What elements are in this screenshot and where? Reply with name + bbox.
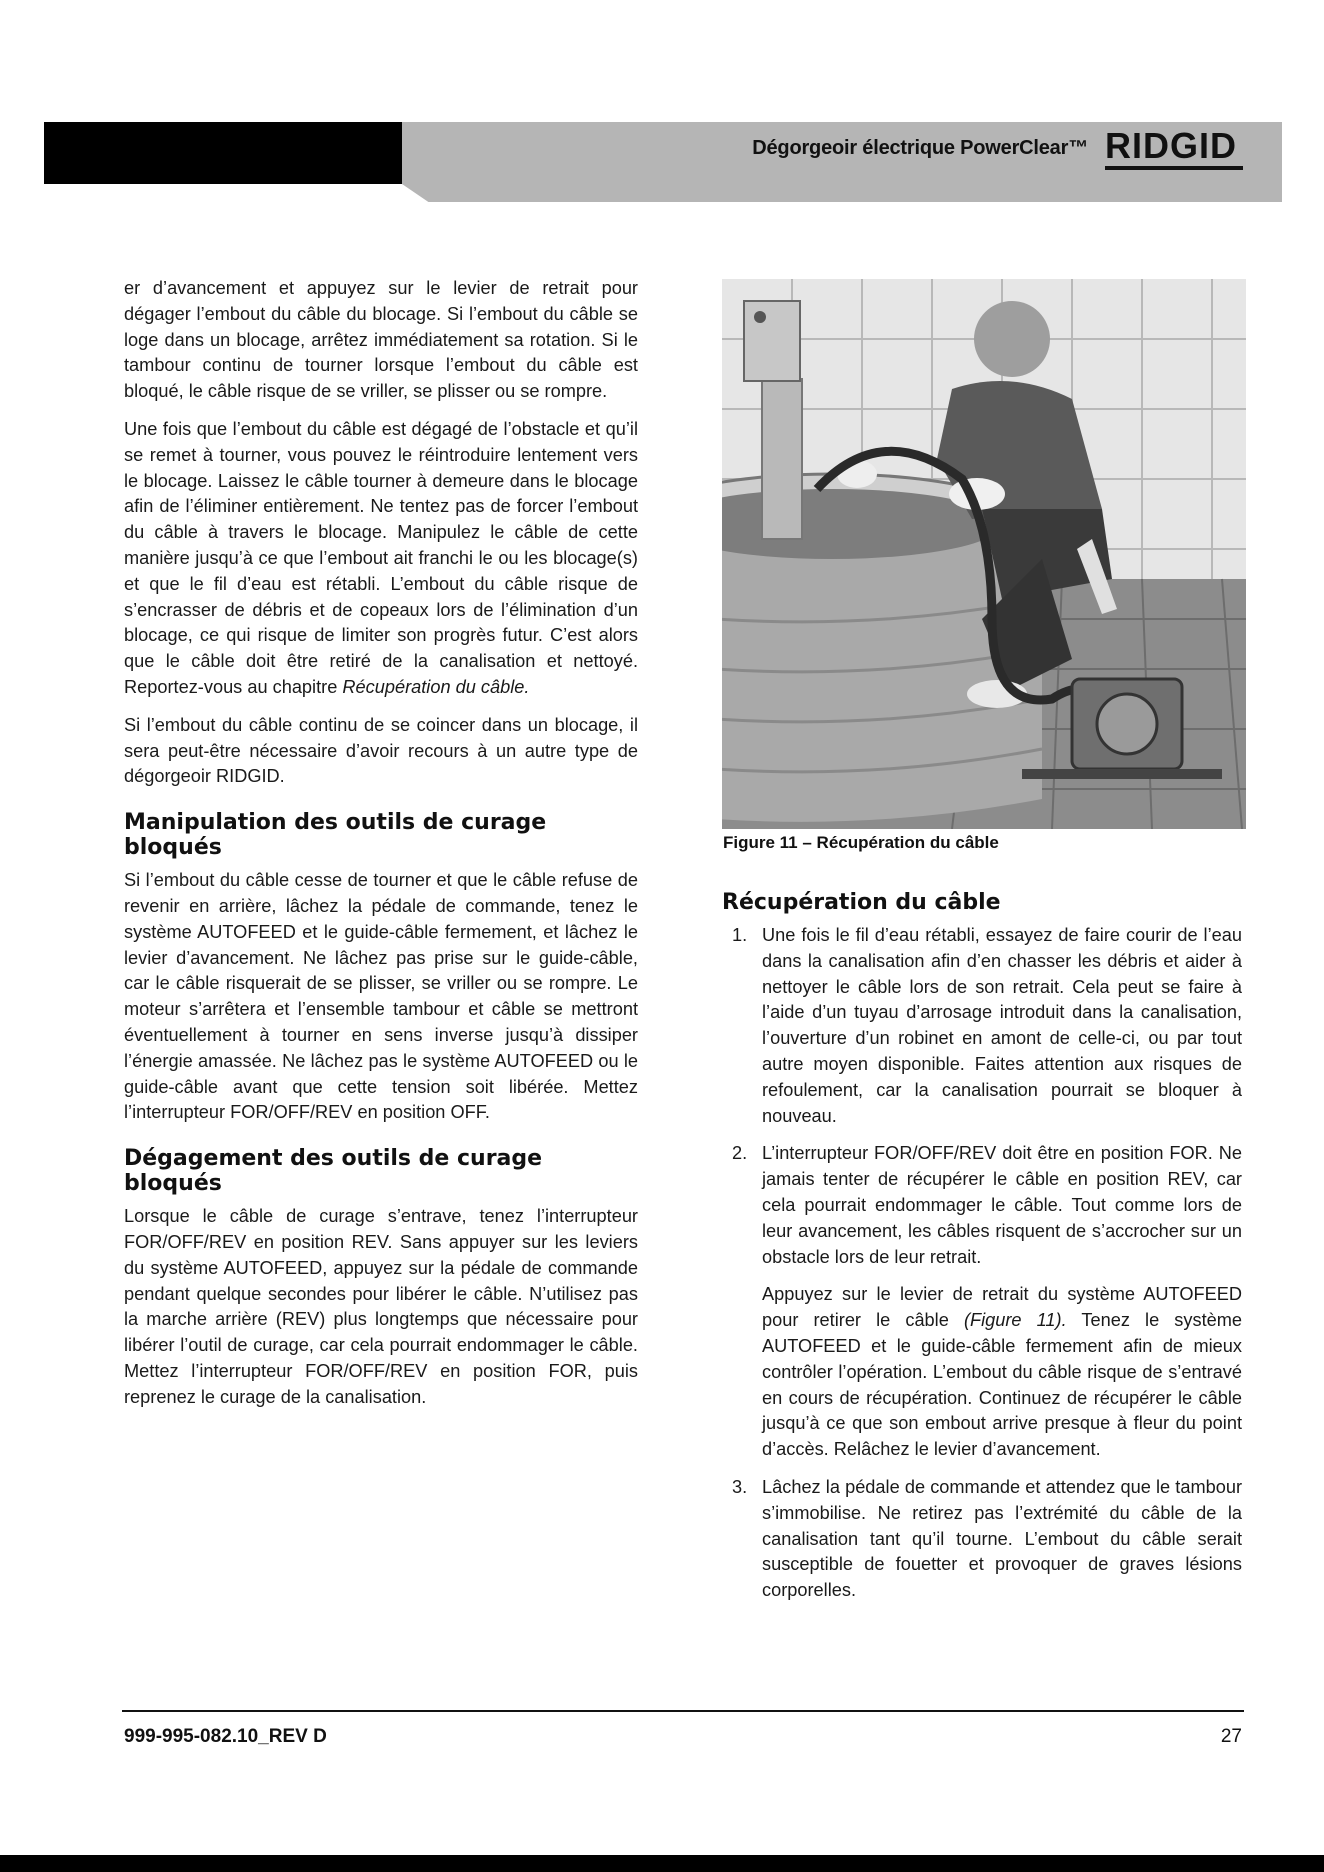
list-number: 3. <box>732 1476 748 1497</box>
list-item <box>722 1475 1242 1604</box>
header-title: Dégorgeoir électrique PowerClear™ <box>752 137 1088 159</box>
header-black-band <box>44 122 402 184</box>
paragraph: Lorsque le câble de curage s’entrave, tenez l’interrupteur FOR/OFF/REV en position REV. Sans appuyer sur les leviers du système AUTOFEED, appuyez sur la pédale de commande pendant quelque secondes pour libérer le câble. N’utilisez pas la marche arrière (REV) plus longtemps que nécessaire pour libérer l’outil de curage, car cela pourrait endommager le câble. Mettez l’interrupteur FOR/OFF/REV en position FOR, puis reprenez le curage de la canalisation. <box>124 1206 638 1407</box>
paragraph-text: Appuyez sur le levier de retrait du système AUTOFEED pour retirer le câble <box>762 1284 1242 1331</box>
section-heading: Récupération du câble <box>722 890 1001 915</box>
list-item-text: L’interrupteur FOR/OFF/REV doit être en position FOR. Ne jamais tenter de récupérer le câble en position REV, car cela pourrait endommager le câble. Tout comme lors de leur avancement, les câbles risquent de s’accrocher sur un obstacle lors de leur retrait. <box>762 1143 1242 1267</box>
figure-reference: (Figure 11). <box>963 1310 1067 1331</box>
paragraph <box>722 1282 1242 1463</box>
paragraph: Si l’embout du câble continu de se coincer dans un blocage, il sera peut-être nécessaire d’avoir recours à un autre type de dégorgeoir RIDGID. <box>124 714 638 787</box>
footer-doc-number: 999-995-082.10_REV D <box>124 1726 327 1747</box>
figure-caption: Figure 11 – Récupération du câble <box>723 833 999 852</box>
paragraph: Si l’embout du câble cesse de tourner et que le câble refuse de revenir en arrière, lâchez la pédale de commande, tenez le système AUTOFEED et le guide-câble fermement, et lâchez le levier d’avancement. Ne lâchez pas prise sur le guide-câble, car le câble risquerait de se plisser, se vriller ou se rompre. Le moteur s’arrêtera et l’ensemble tambour et câble se mettront éventuellement à tourner en sens inverse jusqu’à dissiper l’énergie amassée. Ne lâchez pas le système AUTOFEED ou le guide-câble avant que cette tension soit libérée. Mettez l’interrupteur FOR/OFF/REV en position OFF. <box>124 870 638 1123</box>
list-item <box>722 1141 1242 1270</box>
paragraph: er d’avancement et appuyez sur le levier de retrait pour dégager l’embout du câble du blocage. Si l’embout du câble se loge dans un blocage, arrêtez immédiatement sa rotation. Si le tambour continu de tourner lorsque l’embout du câble est bloqué, le câble risque de se vriller, se plisser ou se rompre. <box>124 278 638 402</box>
logo-underline <box>1105 166 1243 170</box>
numbered-list <box>722 1475 1242 1604</box>
left-column <box>124 276 638 1422</box>
list-item-text: Lâchez la pédale de commande et attendez que le tambour s’immobilise. Ne retirez pas l’extrémité du câble de la canalisation tant qu’il tourne. L’embout du câble serait susceptible de fouetter et provoquer de graves lésions corporelles. <box>762 1476 1242 1601</box>
paragraph-text: Une fois que l’embout du câble est dégagé de l’obstacle et qu’il se remet à tourner, vous pouvez le réintroduire lentement vers le blocage. Laissez le câble tourner à demeure dans le blocage afin de l’éliminer entièrement. Ne tentez pas de forcer l’embout du câble à travers le blocage. Manipulez le câble de cette manière jusqu’à ce que l’embout ait franchi le ou les blocage(s) et que le fil d’eau est rétabli. L’embout du câble risque de s’encrasser de débris et de copeaux lors de l’élimination d’un blocage, ce qui risque de limiter son progrès futur. C’est alors que le câble doit être retiré de la canalisation et nettoyé. Reportez-vous au chapitre <box>124 418 638 697</box>
figure-photo <box>722 279 1246 829</box>
page-number: 27 <box>1220 1726 1242 1747</box>
paragraph <box>124 417 638 701</box>
photo-illustration <box>722 279 1246 829</box>
list-number: 1. <box>732 925 748 945</box>
ridgid-logo <box>1105 125 1243 172</box>
list-number: 2. <box>732 1143 748 1164</box>
header-gray-tab <box>402 184 1282 202</box>
list-item <box>722 923 1242 1129</box>
logo-text: RIDGID <box>1105 125 1237 166</box>
section-heading: Dégagement des outils de curage bloqués <box>124 1146 543 1197</box>
section-reference: Récupération du câble. <box>342 676 530 697</box>
section-heading: Manipulation des outils de curage bloqués <box>124 810 547 861</box>
list-item-text: Une fois le fil d’eau rétabli, essayez de faire courir de l’eau dans la canalisation afin d’en chasser les débris et aider à nettoyer le câble lors de son retrait. Cela peut se faire à l’aide d’un tuyau d’arrosage introduit dans la canalisation, l’ouverture d’un robinet en amont de celle-ci, ou par tout autre moyen disponible. Faites attention aux risques de refoulement, car la canalisation pourrait se bloquer à nouveau. <box>762 925 1242 1126</box>
footer-rule <box>122 1710 1244 1712</box>
paragraph-text: Tenez le système AUTOFEED et le guide-câble fermement afin de mieux contrôler l’opération. L’embout du câble risque de s’entravé en cours de récupération. Continuez de récupérer le câble jusqu’à ce que son embout arrive presque à fleur du point d’accès. Relâchez le levier d’avancement. <box>762 1310 1243 1460</box>
right-column <box>722 882 1242 1616</box>
bottom-black-bar <box>0 1855 1324 1872</box>
numbered-list <box>722 923 1242 1270</box>
